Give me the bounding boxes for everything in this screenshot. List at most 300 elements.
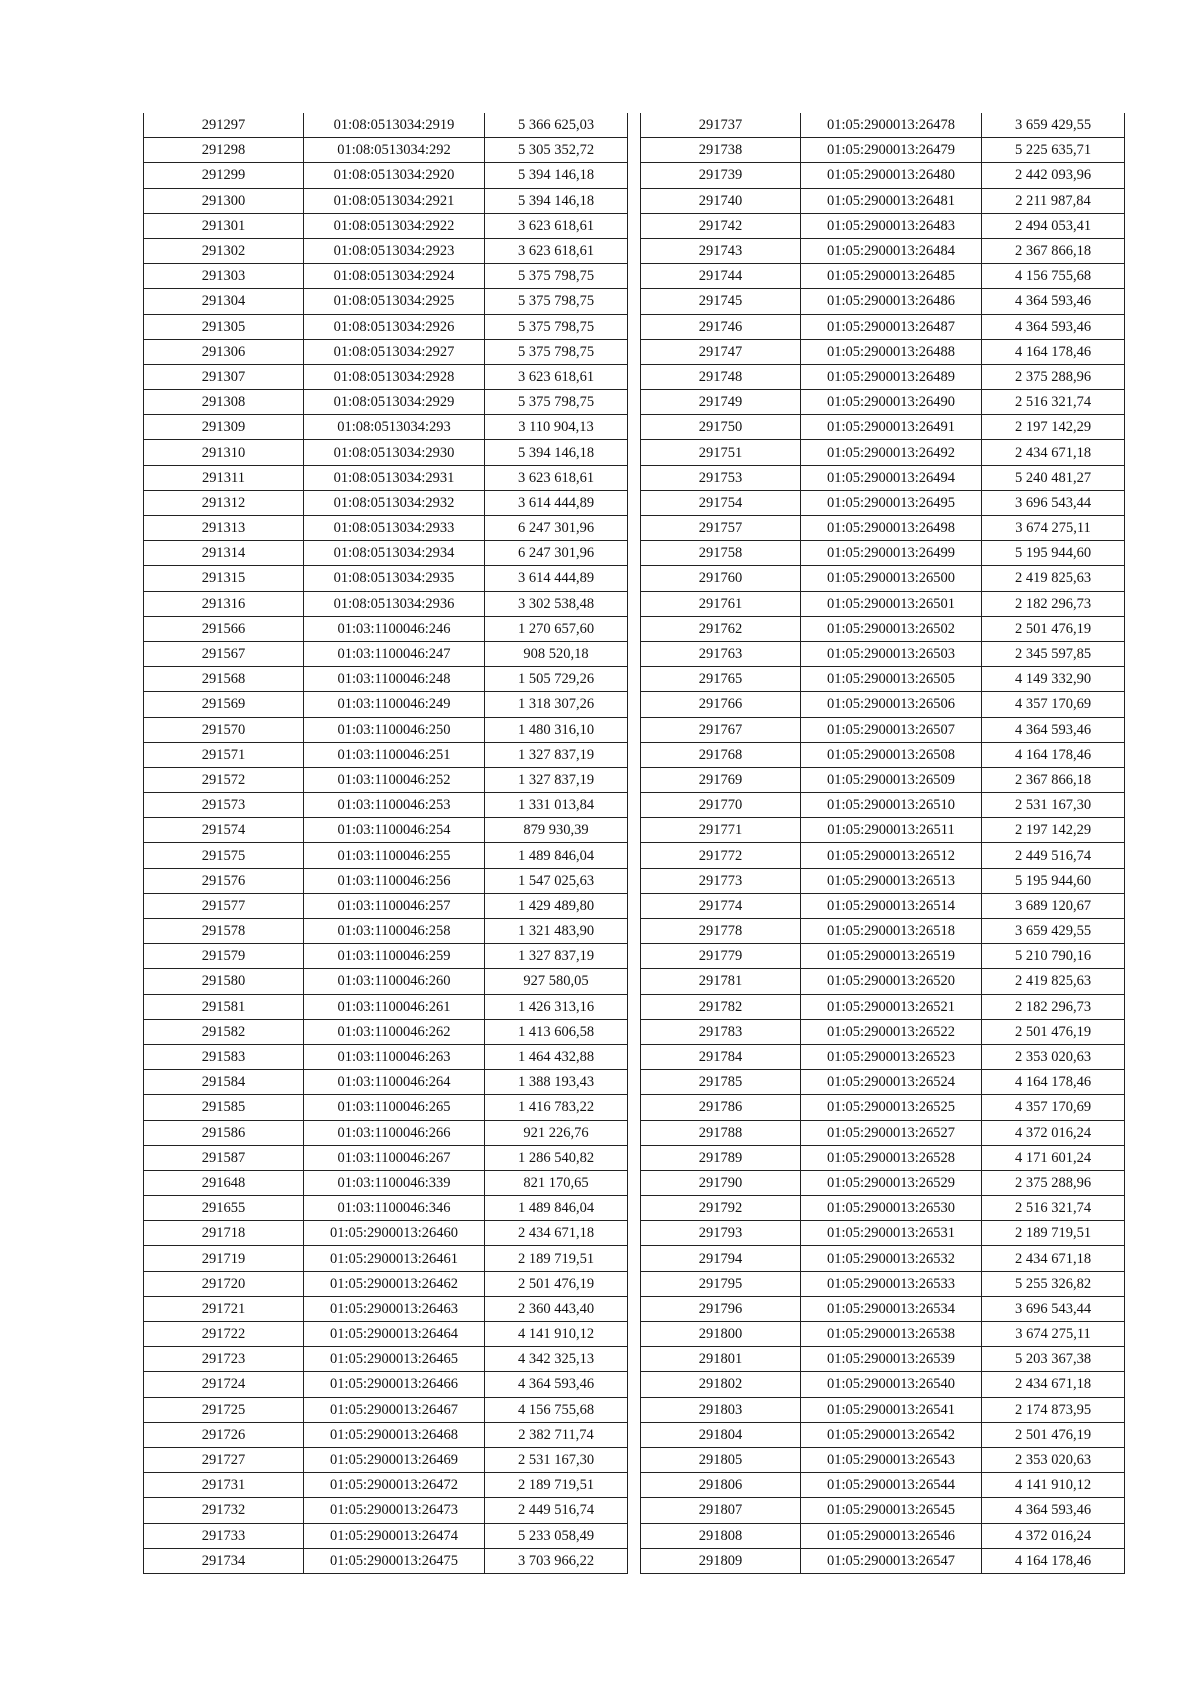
record-id-cell: 291796 <box>641 1296 801 1321</box>
cadastral-number-cell: 01:05:2900013:26479 <box>801 138 982 163</box>
table-row <box>641 415 1125 440</box>
value-cell: 5 240 481,27 <box>982 465 1125 490</box>
cadastral-number-cell: 01:05:2900013:26488 <box>801 339 982 364</box>
record-id-cell: 291740 <box>641 188 801 213</box>
record-id-cell: 291720 <box>144 1271 304 1296</box>
value-cell: 2 367 866,18 <box>982 238 1125 263</box>
value-cell: 879 930,39 <box>485 818 628 843</box>
value-cell: 4 342 325,13 <box>485 1347 628 1372</box>
cadastral-number-cell: 01:03:1100046:247 <box>304 641 485 666</box>
record-id-cell: 291789 <box>641 1145 801 1170</box>
value-cell: 5 305 352,72 <box>485 138 628 163</box>
cadastral-number-cell: 01:08:0513034:2919 <box>304 113 485 138</box>
record-id-cell: 291785 <box>641 1070 801 1095</box>
cadastral-number-cell: 01:05:2900013:26531 <box>801 1221 982 1246</box>
table-row <box>641 591 1125 616</box>
value-cell: 2 360 443,40 <box>485 1296 628 1321</box>
record-id-cell: 291727 <box>144 1447 304 1472</box>
record-id-cell: 291299 <box>144 163 304 188</box>
cadastral-number-cell: 01:05:2900013:26499 <box>801 541 982 566</box>
table-row <box>144 919 628 944</box>
table-row <box>144 138 628 163</box>
table-row <box>641 944 1125 969</box>
cadastral-number-cell: 01:03:1100046:254 <box>304 818 485 843</box>
cadastral-number-cell: 01:05:2900013:26522 <box>801 1019 982 1044</box>
table-row <box>144 465 628 490</box>
cadastral-number-cell: 01:05:2900013:26478 <box>801 113 982 138</box>
record-id-cell: 291743 <box>641 238 801 263</box>
record-id-cell: 291315 <box>144 566 304 591</box>
value-cell: 1 429 489,80 <box>485 893 628 918</box>
record-id-cell: 291788 <box>641 1120 801 1145</box>
record-id-cell: 291773 <box>641 868 801 893</box>
value-cell: 4 357 170,69 <box>982 692 1125 717</box>
value-cell: 3 674 275,11 <box>982 1322 1125 1347</box>
value-cell: 821 170,65 <box>485 1170 628 1195</box>
cadastral-number-cell: 01:03:1100046:339 <box>304 1170 485 1195</box>
table-row <box>641 1221 1125 1246</box>
table-row <box>641 163 1125 188</box>
record-id-cell: 291738 <box>641 138 801 163</box>
record-id-cell: 291806 <box>641 1473 801 1498</box>
table-row <box>144 1246 628 1271</box>
table-row <box>144 1095 628 1120</box>
value-cell: 3 623 618,61 <box>485 213 628 238</box>
value-cell: 2 345 597,85 <box>982 641 1125 666</box>
table-row <box>641 1473 1125 1498</box>
record-id-cell: 291581 <box>144 994 304 1019</box>
cadastral-number-cell: 01:03:1100046:262 <box>304 1019 485 1044</box>
cadastral-number-cell: 01:05:2900013:26460 <box>304 1221 485 1246</box>
record-id-cell: 291750 <box>641 415 801 440</box>
table-row <box>641 490 1125 515</box>
table-row <box>641 314 1125 339</box>
cadastral-number-cell: 01:08:0513034:2928 <box>304 364 485 389</box>
cadastral-number-cell: 01:05:2900013:26485 <box>801 264 982 289</box>
table-row <box>144 1523 628 1548</box>
value-cell: 1 416 783,22 <box>485 1095 628 1120</box>
value-cell: 5 375 798,75 <box>485 264 628 289</box>
cadastral-number-cell: 01:03:1100046:258 <box>304 919 485 944</box>
record-id-cell: 291765 <box>641 667 801 692</box>
value-cell: 2 382 711,74 <box>485 1422 628 1447</box>
record-id-cell: 291779 <box>641 944 801 969</box>
table-row <box>144 641 628 666</box>
cadastral-number-cell: 01:05:2900013:26468 <box>304 1422 485 1447</box>
record-id-cell: 291746 <box>641 314 801 339</box>
cadastral-number-cell: 01:05:2900013:26500 <box>801 566 982 591</box>
table-row <box>144 541 628 566</box>
record-id-cell: 291577 <box>144 893 304 918</box>
record-id-cell: 291795 <box>641 1271 801 1296</box>
cadastral-number-cell: 01:05:2900013:26461 <box>304 1246 485 1271</box>
record-id-cell: 291772 <box>641 843 801 868</box>
value-cell: 2 174 873,95 <box>982 1397 1125 1422</box>
cadastral-number-cell: 01:05:2900013:26486 <box>801 289 982 314</box>
cadastral-number-cell: 01:05:2900013:26474 <box>304 1523 485 1548</box>
value-cell: 1 327 837,19 <box>485 767 628 792</box>
table-row <box>144 1498 628 1523</box>
value-cell: 1 318 307,26 <box>485 692 628 717</box>
value-cell: 5 375 798,75 <box>485 289 628 314</box>
cadastral-number-cell: 01:05:2900013:26538 <box>801 1322 982 1347</box>
value-cell: 3 674 275,11 <box>982 516 1125 541</box>
cadastral-number-cell: 01:08:0513034:2936 <box>304 591 485 616</box>
cadastral-number-cell: 01:05:2900013:26546 <box>801 1523 982 1548</box>
record-id-cell: 291571 <box>144 742 304 767</box>
table-row <box>641 213 1125 238</box>
record-id-cell: 291309 <box>144 415 304 440</box>
cadastral-number-cell: 01:05:2900013:26518 <box>801 919 982 944</box>
cadastral-number-cell: 01:03:1100046:259 <box>304 944 485 969</box>
table-row <box>144 566 628 591</box>
table-row <box>144 1019 628 1044</box>
record-id-cell: 291751 <box>641 440 801 465</box>
record-id-cell: 291311 <box>144 465 304 490</box>
value-cell: 1 464 432,88 <box>485 1044 628 1069</box>
table-row <box>641 1498 1125 1523</box>
value-cell: 3 703 966,22 <box>485 1548 628 1573</box>
table-row <box>144 1044 628 1069</box>
table-row <box>144 339 628 364</box>
value-cell: 1 505 729,26 <box>485 667 628 692</box>
table-row <box>144 843 628 868</box>
value-cell: 1 327 837,19 <box>485 742 628 767</box>
record-id-cell: 291737 <box>641 113 801 138</box>
record-id-cell: 291766 <box>641 692 801 717</box>
value-cell: 2 434 671,18 <box>982 1246 1125 1271</box>
record-id-cell: 291778 <box>641 919 801 944</box>
record-id-cell: 291308 <box>144 390 304 415</box>
record-id-cell: 291301 <box>144 213 304 238</box>
table-row <box>144 314 628 339</box>
cadastral-number-cell: 01:05:2900013:26510 <box>801 793 982 818</box>
table-row <box>144 591 628 616</box>
cadastral-number-cell: 01:05:2900013:26528 <box>801 1145 982 1170</box>
table-row <box>144 289 628 314</box>
table-row <box>641 541 1125 566</box>
table-row <box>641 919 1125 944</box>
cadastral-number-cell: 01:05:2900013:26514 <box>801 893 982 918</box>
record-id-cell: 291316 <box>144 591 304 616</box>
value-cell: 3 659 429,55 <box>982 113 1125 138</box>
table-row <box>641 465 1125 490</box>
cadastral-number-cell: 01:05:2900013:26492 <box>801 440 982 465</box>
table-row <box>144 390 628 415</box>
table-row <box>144 1221 628 1246</box>
value-cell: 2 501 476,19 <box>982 616 1125 641</box>
record-id-cell: 291770 <box>641 793 801 818</box>
record-id-cell: 291809 <box>641 1548 801 1573</box>
record-id-cell: 291758 <box>641 541 801 566</box>
record-id-cell: 291731 <box>144 1473 304 1498</box>
table-row <box>144 667 628 692</box>
value-cell: 1 327 837,19 <box>485 944 628 969</box>
cadastral-number-cell: 01:05:2900013:26483 <box>801 213 982 238</box>
record-id-cell: 291568 <box>144 667 304 692</box>
record-id-cell: 291745 <box>641 289 801 314</box>
value-cell: 6 247 301,96 <box>485 516 628 541</box>
table-row <box>144 1473 628 1498</box>
cadastral-number-cell: 01:03:1100046:251 <box>304 742 485 767</box>
value-cell: 4 364 593,46 <box>982 1498 1125 1523</box>
cadastral-number-cell: 01:05:2900013:26484 <box>801 238 982 263</box>
record-id-cell: 291762 <box>641 616 801 641</box>
cadastral-number-cell: 01:08:0513034:2932 <box>304 490 485 515</box>
table-row <box>144 516 628 541</box>
cadastral-number-cell: 01:05:2900013:26544 <box>801 1473 982 1498</box>
value-cell: 5 233 058,49 <box>485 1523 628 1548</box>
record-id-cell: 291774 <box>641 893 801 918</box>
record-id-cell: 291802 <box>641 1372 801 1397</box>
record-id-cell: 291748 <box>641 364 801 389</box>
value-cell: 5 225 635,71 <box>982 138 1125 163</box>
table-row <box>144 767 628 792</box>
cadastral-number-cell: 01:08:0513034:2921 <box>304 188 485 213</box>
record-id-cell: 291306 <box>144 339 304 364</box>
cadastral-number-cell: 01:05:2900013:26489 <box>801 364 982 389</box>
table-row <box>641 1044 1125 1069</box>
value-cell: 2 434 671,18 <box>982 440 1125 465</box>
cadastral-number-cell: 01:08:0513034:292 <box>304 138 485 163</box>
table-row <box>641 893 1125 918</box>
value-cell: 3 623 618,61 <box>485 364 628 389</box>
record-id-cell: 291580 <box>144 969 304 994</box>
record-id-cell: 291804 <box>641 1422 801 1447</box>
record-id-cell: 291726 <box>144 1422 304 1447</box>
value-cell: 5 375 798,75 <box>485 339 628 364</box>
record-id-cell: 291576 <box>144 868 304 893</box>
cadastral-number-cell: 01:08:0513034:293 <box>304 415 485 440</box>
value-cell: 4 364 593,46 <box>982 314 1125 339</box>
table-row <box>144 994 628 1019</box>
value-cell: 4 149 332,90 <box>982 667 1125 692</box>
cadastral-number-cell: 01:05:2900013:26547 <box>801 1548 982 1573</box>
table-row <box>144 113 628 138</box>
record-id-cell: 291771 <box>641 818 801 843</box>
value-cell: 2 197 142,29 <box>982 415 1125 440</box>
cadastral-number-cell: 01:05:2900013:26519 <box>801 944 982 969</box>
cadastral-number-cell: 01:05:2900013:26506 <box>801 692 982 717</box>
table-row <box>641 1145 1125 1170</box>
table-row <box>641 364 1125 389</box>
cadastral-number-cell: 01:05:2900013:26533 <box>801 1271 982 1296</box>
table-row <box>144 1397 628 1422</box>
record-id-cell: 291718 <box>144 1221 304 1246</box>
value-cell: 1 413 606,58 <box>485 1019 628 1044</box>
record-id-cell: 291648 <box>144 1170 304 1195</box>
record-id-cell: 291725 <box>144 1397 304 1422</box>
value-cell: 1 489 846,04 <box>485 1196 628 1221</box>
value-cell: 2 182 296,73 <box>982 591 1125 616</box>
value-cell: 5 394 146,18 <box>485 163 628 188</box>
value-cell: 3 696 543,44 <box>982 1296 1125 1321</box>
record-id-cell: 291786 <box>641 1095 801 1120</box>
value-cell: 2 375 288,96 <box>982 1170 1125 1195</box>
cadastral-number-cell: 01:05:2900013:26543 <box>801 1447 982 1472</box>
table-row <box>641 717 1125 742</box>
table-row <box>144 415 628 440</box>
value-cell: 6 247 301,96 <box>485 541 628 566</box>
cadastral-number-cell: 01:05:2900013:26507 <box>801 717 982 742</box>
table-row <box>144 1372 628 1397</box>
value-cell: 1 547 025,63 <box>485 868 628 893</box>
cadastral-number-cell: 01:08:0513034:2934 <box>304 541 485 566</box>
value-cell: 5 375 798,75 <box>485 390 628 415</box>
value-cell: 2 494 053,41 <box>982 213 1125 238</box>
record-id-cell: 291574 <box>144 818 304 843</box>
cadastral-number-cell: 01:05:2900013:26495 <box>801 490 982 515</box>
value-cell: 2 449 516,74 <box>982 843 1125 868</box>
cadastral-number-cell: 01:03:1100046:264 <box>304 1070 485 1095</box>
record-id-cell: 291723 <box>144 1347 304 1372</box>
record-id-cell: 291566 <box>144 616 304 641</box>
value-cell: 4 164 178,46 <box>982 1070 1125 1095</box>
cadastral-number-cell: 01:08:0513034:2920 <box>304 163 485 188</box>
record-id-cell: 291793 <box>641 1221 801 1246</box>
cadastral-number-cell: 01:03:1100046:257 <box>304 893 485 918</box>
value-cell: 4 372 016,24 <box>982 1523 1125 1548</box>
left-table <box>143 113 628 1574</box>
value-cell: 1 480 316,10 <box>485 717 628 742</box>
table-row <box>144 1170 628 1195</box>
record-id-cell: 291722 <box>144 1322 304 1347</box>
value-cell: 3 302 538,48 <box>485 591 628 616</box>
cadastral-number-cell: 01:05:2900013:26530 <box>801 1196 982 1221</box>
cadastral-number-cell: 01:08:0513034:2930 <box>304 440 485 465</box>
record-id-cell: 291754 <box>641 490 801 515</box>
record-id-cell: 291724 <box>144 1372 304 1397</box>
cadastral-number-cell: 01:08:0513034:2923 <box>304 238 485 263</box>
record-id-cell: 291572 <box>144 767 304 792</box>
record-id-cell: 291575 <box>144 843 304 868</box>
record-id-cell: 291781 <box>641 969 801 994</box>
cadastral-number-cell: 01:08:0513034:2935 <box>304 566 485 591</box>
table-row <box>641 843 1125 868</box>
value-cell: 3 689 120,67 <box>982 893 1125 918</box>
table-row <box>144 1347 628 1372</box>
value-cell: 2 189 719,51 <box>485 1246 628 1271</box>
cadastral-number-cell: 01:03:1100046:267 <box>304 1145 485 1170</box>
record-id-cell: 291783 <box>641 1019 801 1044</box>
cadastral-number-cell: 01:08:0513034:2926 <box>304 314 485 339</box>
value-cell: 3 623 618,61 <box>485 465 628 490</box>
cadastral-number-cell: 01:05:2900013:26462 <box>304 1271 485 1296</box>
value-cell: 1 388 193,43 <box>485 1070 628 1095</box>
record-id-cell: 291307 <box>144 364 304 389</box>
value-cell: 921 226,76 <box>485 1120 628 1145</box>
table-row <box>641 188 1125 213</box>
value-cell: 2 197 142,29 <box>982 818 1125 843</box>
table-row <box>144 969 628 994</box>
table-row <box>144 1271 628 1296</box>
record-id-cell: 291297 <box>144 113 304 138</box>
record-id-cell: 291569 <box>144 692 304 717</box>
cadastral-number-cell: 01:08:0513034:2931 <box>304 465 485 490</box>
cadastral-number-cell: 01:05:2900013:26463 <box>304 1296 485 1321</box>
value-cell: 3 623 618,61 <box>485 238 628 263</box>
right-table <box>640 113 1125 1574</box>
record-id-cell: 291763 <box>641 641 801 666</box>
table-row <box>641 667 1125 692</box>
record-id-cell: 291757 <box>641 516 801 541</box>
record-id-cell: 291808 <box>641 1523 801 1548</box>
value-cell: 2 442 093,96 <box>982 163 1125 188</box>
value-cell: 2 211 987,84 <box>982 188 1125 213</box>
record-id-cell: 291721 <box>144 1296 304 1321</box>
table-row <box>144 944 628 969</box>
cadastral-number-cell: 01:03:1100046:260 <box>304 969 485 994</box>
value-cell: 4 357 170,69 <box>982 1095 1125 1120</box>
value-cell: 5 255 326,82 <box>982 1271 1125 1296</box>
value-cell: 5 195 944,60 <box>982 868 1125 893</box>
table-row <box>144 264 628 289</box>
value-cell: 4 141 910,12 <box>485 1322 628 1347</box>
cadastral-number-cell: 01:05:2900013:26494 <box>801 465 982 490</box>
table-row <box>641 1322 1125 1347</box>
table-row <box>144 616 628 641</box>
cadastral-number-cell: 01:05:2900013:26503 <box>801 641 982 666</box>
value-cell: 1 286 540,82 <box>485 1145 628 1170</box>
value-cell: 3 614 444,89 <box>485 566 628 591</box>
record-id-cell: 291768 <box>641 742 801 767</box>
cadastral-number-cell: 01:05:2900013:26466 <box>304 1372 485 1397</box>
value-cell: 3 659 429,55 <box>982 919 1125 944</box>
cadastral-number-cell: 01:05:2900013:26509 <box>801 767 982 792</box>
table-row <box>641 969 1125 994</box>
table-row <box>144 868 628 893</box>
right-table-body <box>641 113 1125 1573</box>
value-cell: 2 516 321,74 <box>982 390 1125 415</box>
cadastral-number-cell: 01:05:2900013:26527 <box>801 1120 982 1145</box>
table-row <box>641 1095 1125 1120</box>
value-cell: 2 182 296,73 <box>982 994 1125 1019</box>
cadastral-number-cell: 01:05:2900013:26502 <box>801 616 982 641</box>
table-row <box>144 490 628 515</box>
table-row <box>144 440 628 465</box>
record-id-cell: 291578 <box>144 919 304 944</box>
cadastral-number-cell: 01:08:0513034:2922 <box>304 213 485 238</box>
cadastral-number-cell: 01:05:2900013:26508 <box>801 742 982 767</box>
record-id-cell: 291807 <box>641 1498 801 1523</box>
cadastral-number-cell: 01:05:2900013:26540 <box>801 1372 982 1397</box>
table-row <box>144 1322 628 1347</box>
table-row <box>641 994 1125 1019</box>
record-id-cell: 291304 <box>144 289 304 314</box>
record-id-cell: 291655 <box>144 1196 304 1221</box>
record-id-cell: 291733 <box>144 1523 304 1548</box>
value-cell: 4 164 178,46 <box>982 1548 1125 1573</box>
value-cell: 1 331 013,84 <box>485 793 628 818</box>
cadastral-number-cell: 01:03:1100046:255 <box>304 843 485 868</box>
table-row <box>641 1271 1125 1296</box>
table-row <box>144 1422 628 1447</box>
table-row <box>641 339 1125 364</box>
cadastral-number-cell: 01:05:2900013:26475 <box>304 1548 485 1573</box>
cadastral-number-cell: 01:03:1100046:250 <box>304 717 485 742</box>
table-row <box>641 767 1125 792</box>
table-row <box>641 793 1125 818</box>
cadastral-number-cell: 01:05:2900013:26524 <box>801 1070 982 1095</box>
table-row <box>641 1548 1125 1573</box>
record-id-cell: 291760 <box>641 566 801 591</box>
table-row <box>641 1246 1125 1271</box>
value-cell: 908 520,18 <box>485 641 628 666</box>
cadastral-number-cell: 01:05:2900013:26511 <box>801 818 982 843</box>
table-row <box>641 742 1125 767</box>
table-row <box>144 1296 628 1321</box>
cadastral-number-cell: 01:03:1100046:249 <box>304 692 485 717</box>
